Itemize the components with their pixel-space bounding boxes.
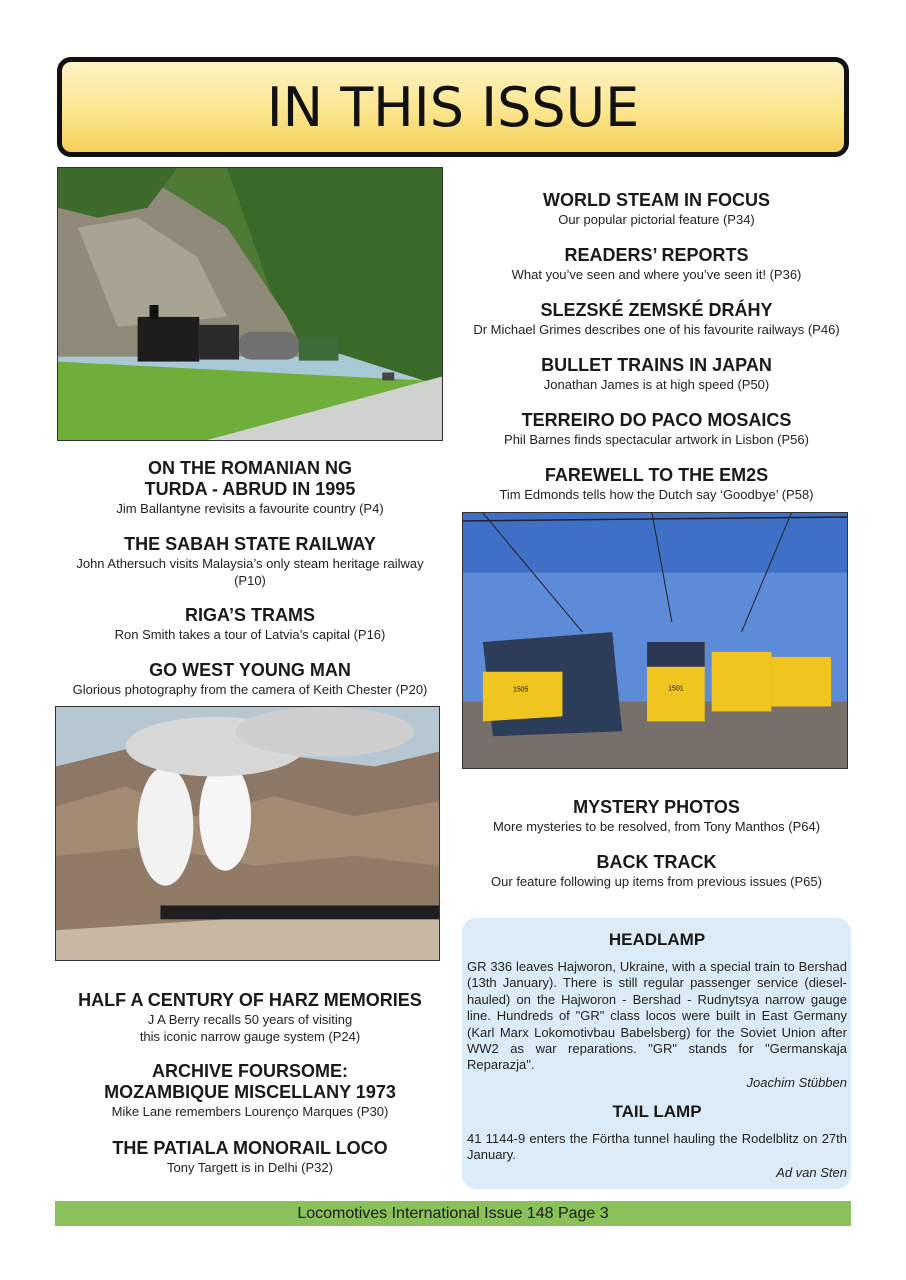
article-patiala-monorail xyxy=(57,1138,443,1176)
article-title: MOZAMBIQUE MISCELLANY 1973 xyxy=(104,1082,396,1102)
article-title: GO WEST YOUNG MAN xyxy=(149,660,351,680)
article-title: BULLET TRAINS IN JAPAN xyxy=(541,355,772,375)
article-title: HALF A CENTURY OF HARZ MEMORIES xyxy=(78,990,422,1010)
loco-number-1505: 1505 xyxy=(512,686,529,694)
article-archive-foursome xyxy=(57,1061,443,1120)
article-title: THE PATIALA MONORAIL LOCO xyxy=(112,1138,388,1158)
article-bullet-trains xyxy=(460,355,853,393)
article-title: MYSTERY PHOTOS xyxy=(573,797,740,817)
article-subtitle: Dr Michael Grimes describes one of his favourite railways (P46) xyxy=(473,322,840,337)
article-title: ARCHIVE FOURSOME: xyxy=(151,1061,348,1081)
headlamp-title: HEADLAMP xyxy=(608,930,706,949)
article-title: RIGA’S TRAMS xyxy=(184,605,315,625)
article-mystery-photos xyxy=(460,797,853,835)
article-farewell-em2s xyxy=(460,465,853,503)
article-subtitle: Our feature following up items from previous issues (P65) xyxy=(491,874,822,889)
article-title: READERS’ REPORTS xyxy=(564,245,749,265)
header-banner xyxy=(57,57,849,157)
article-harz-memories xyxy=(57,990,443,1045)
photo-steam-double-header xyxy=(55,706,440,961)
article-back-track xyxy=(460,852,853,890)
article-subtitle: Tim Edmonds tells how the Dutch say ‘Goodbye’ (P58) xyxy=(499,487,814,502)
article-sabah-railway xyxy=(57,534,443,589)
article-title: FAREWELL TO THE EM2S xyxy=(544,465,769,485)
article-subtitle: J A Berry recalls 50 years of visiting xyxy=(147,1012,353,1027)
article-title: SLEZSKÉ ZEMSKÉ DRÁHY xyxy=(540,300,773,320)
headlamp-author: Joachim Stübben xyxy=(746,1074,847,1090)
article-title: ON THE ROMANIAN NG xyxy=(148,458,352,478)
article-riga-trams xyxy=(57,605,443,643)
article-go-west xyxy=(57,660,443,698)
article-title: TURDA - ABRUD IN 1995 xyxy=(144,479,356,499)
taillamp-title: TAIL LAMP xyxy=(612,1101,702,1121)
page-title: IN THIS ISSUE xyxy=(266,75,640,139)
article-subtitle: What you’ve seen and where you’ve seen it! (P36) xyxy=(511,267,802,282)
taillamp-body: 41 1144-9 enters the Förtha tunnel hauling the Rodelblitz on 27th January. xyxy=(467,1130,847,1163)
article-subtitle: Jonathan James is at high speed (P50) xyxy=(543,377,770,392)
taillamp-author: Ad van Sten xyxy=(776,1164,847,1180)
lamp-box xyxy=(462,918,851,1189)
article-subtitle: Jim Ballantyne revisits a favourite country (P4) xyxy=(116,501,384,516)
article-subtitle: More mysteries to be resolved, from Tony Manthos (P64) xyxy=(492,819,821,834)
article-terreiro-mosaics xyxy=(460,410,853,448)
article-subtitle: Our popular pictorial feature (P34) xyxy=(558,212,755,227)
article-slezske xyxy=(460,300,853,338)
article-subtitle: Glorious photography from the camera of Keith Chester (P20) xyxy=(72,682,428,697)
article-title: THE SABAH STATE RAILWAY xyxy=(124,534,376,554)
article-subtitle: Phil Barnes finds spectacular artwork in Lisbon (P56) xyxy=(504,432,809,447)
article-subtitle: Tony Targett is in Delhi (P32) xyxy=(167,1160,333,1175)
article-subtitle: Mike Lane remembers Lourenço Marques (P30) xyxy=(111,1104,389,1119)
article-title: WORLD STEAM IN FOCUS xyxy=(543,190,770,210)
page-footer: Locomotives International Issue 148 Page 3 xyxy=(55,1201,851,1226)
article-world-steam xyxy=(460,190,853,228)
headlamp-body: GR 336 leaves Hajworon, Ukraine, with a special train to Bershad (13th January). There is still regular passenger service (diesel-hauled) on the Hajworon - Bershad - Rudnytsya narrow gauge line. Hundreds of "GR" class locos were built in East Germany (Karl Marx Lokomotivbau Babelsberg) for the Soviet Union after WW2 as war reparations. "GR" stands for "Germanskaja Reparazja". xyxy=(467,959,847,1073)
article-subtitle: Ron Smith takes a tour of Latvia’s capital (P16) xyxy=(114,627,386,642)
article-title: BACK TRACK xyxy=(596,852,717,872)
article-title: TERREIRO DO PACO MOSAICS xyxy=(521,410,792,430)
photo-dutch-em2-locos xyxy=(462,512,848,769)
article-readers-reports xyxy=(460,245,853,283)
photo-romanian-steam-train xyxy=(57,167,443,441)
article-subtitle: this iconic narrow gauge system (P24) xyxy=(139,1029,361,1044)
article-subtitle: (P10) xyxy=(234,573,266,588)
loco-number-1501: 1501 xyxy=(668,685,684,693)
article-subtitle: John Athersuch visits Malaysia’s only steam heritage railway xyxy=(76,556,424,571)
article-romanian-ng xyxy=(57,458,443,517)
